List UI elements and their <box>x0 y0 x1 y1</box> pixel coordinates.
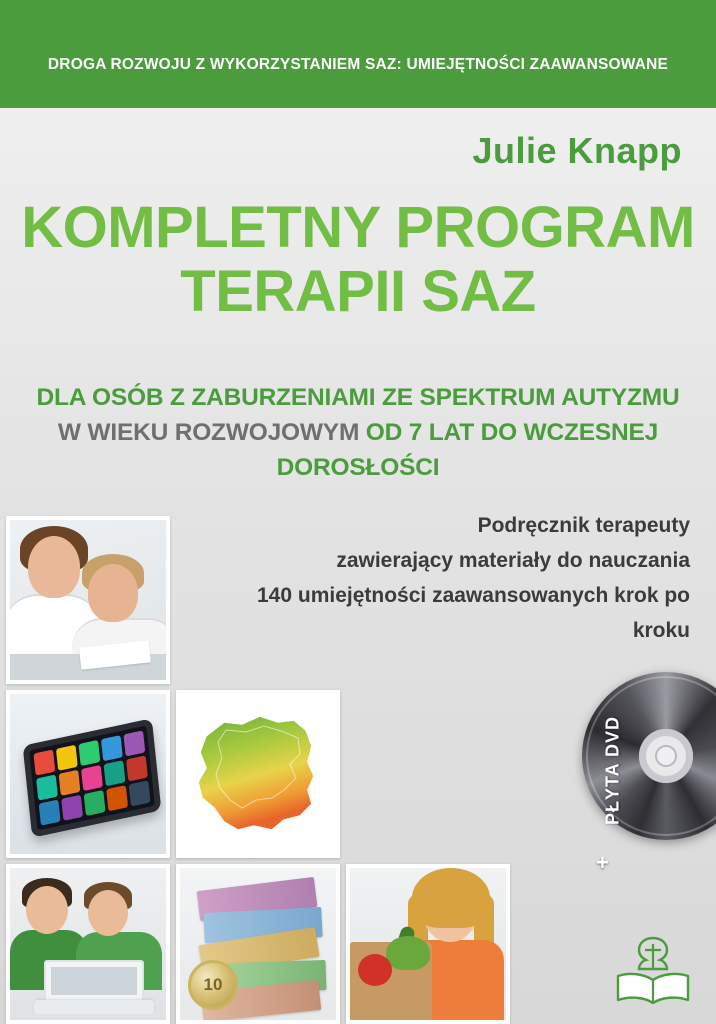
app-icon <box>78 740 100 766</box>
app-icon <box>81 765 103 791</box>
photo-boys-laptop <box>6 864 170 1024</box>
lettuce <box>386 936 430 970</box>
subtitle-line-2-grey: W WIEKU ROZWOJOWYM <box>57 419 360 446</box>
series-prefix: DROGA ROZWOJU Z WYKORZYSTANIEM SAZ: <box>47 56 402 73</box>
app-icon <box>39 799 61 825</box>
app-icon <box>36 774 58 800</box>
photo-tablet-image <box>10 694 166 854</box>
app-icon <box>129 780 151 806</box>
app-icon <box>104 760 126 786</box>
title-line-2: TERAPII SAZ <box>180 259 536 324</box>
tomato <box>358 954 392 986</box>
girl-hair-top <box>412 868 490 928</box>
boy-right-head <box>88 890 128 936</box>
app-icon <box>126 755 148 781</box>
photo-girl-groceries <box>346 864 510 1024</box>
dvd-label-text: PŁYTA DVD <box>602 715 623 825</box>
author-name: Julie Knapp <box>472 130 682 171</box>
title-line-1: KOMPLETNY PROGRAM <box>21 195 695 260</box>
title-block <box>0 196 716 324</box>
series-text <box>48 34 668 74</box>
app-icon <box>59 770 81 796</box>
dvd-hub <box>639 729 693 783</box>
description-line-3: 140 umiejętności zaawansowanych krok po kroku <box>257 584 690 642</box>
publisher-logo-icon <box>612 934 694 1006</box>
photo-teens-studying <box>6 516 170 684</box>
app-icon <box>84 790 106 816</box>
description-block <box>230 508 690 648</box>
poland-map-shape <box>180 694 336 854</box>
photo-teens-image <box>10 520 166 680</box>
subtitle-line-2-green: OD 7 LAT DO WCZESNEJ DOROSŁOŚCI <box>276 419 659 481</box>
publisher-logo <box>612 934 694 1006</box>
tablet-device <box>23 718 162 837</box>
app-icon <box>61 795 83 821</box>
photo-money <box>176 864 340 1024</box>
subtitle-line-2 <box>14 415 702 485</box>
photo-boys-image <box>10 868 166 1020</box>
description-line-1: Podręcznik terapeuty <box>477 514 690 537</box>
app-icon <box>33 749 55 775</box>
subtitle-block <box>0 380 716 485</box>
subtitle-line-1: DLA OSÓB Z ZABURZENIAMI ZE SPEKTRUM AUTYZMU <box>36 384 680 411</box>
app-icon <box>123 730 145 756</box>
teen-b-head <box>88 564 138 622</box>
description-line-2: zawierający materiały do nauczania <box>336 549 690 572</box>
teen-a-head <box>28 536 80 598</box>
photo-map-poland <box>176 690 340 858</box>
app-icon <box>101 735 123 761</box>
laptop-keyboard <box>34 1000 154 1014</box>
boy-left-head <box>26 886 68 934</box>
dvd-plus-sign: + <box>596 850 609 875</box>
series-strong: UMIEJĘTNOŚCI ZAAWANSOWANE <box>406 56 669 73</box>
photo-girl-image <box>350 868 506 1020</box>
coin: 10 <box>188 960 238 1010</box>
dvd-hole <box>655 745 677 767</box>
photo-money-image <box>180 868 336 1020</box>
tablet-screen <box>29 726 155 831</box>
laptop-screen <box>44 960 144 1002</box>
photo-tablet <box>6 690 170 858</box>
photo-map-image <box>180 694 336 854</box>
series-band <box>0 0 716 108</box>
app-icon <box>106 785 128 811</box>
app-icon <box>56 745 78 771</box>
